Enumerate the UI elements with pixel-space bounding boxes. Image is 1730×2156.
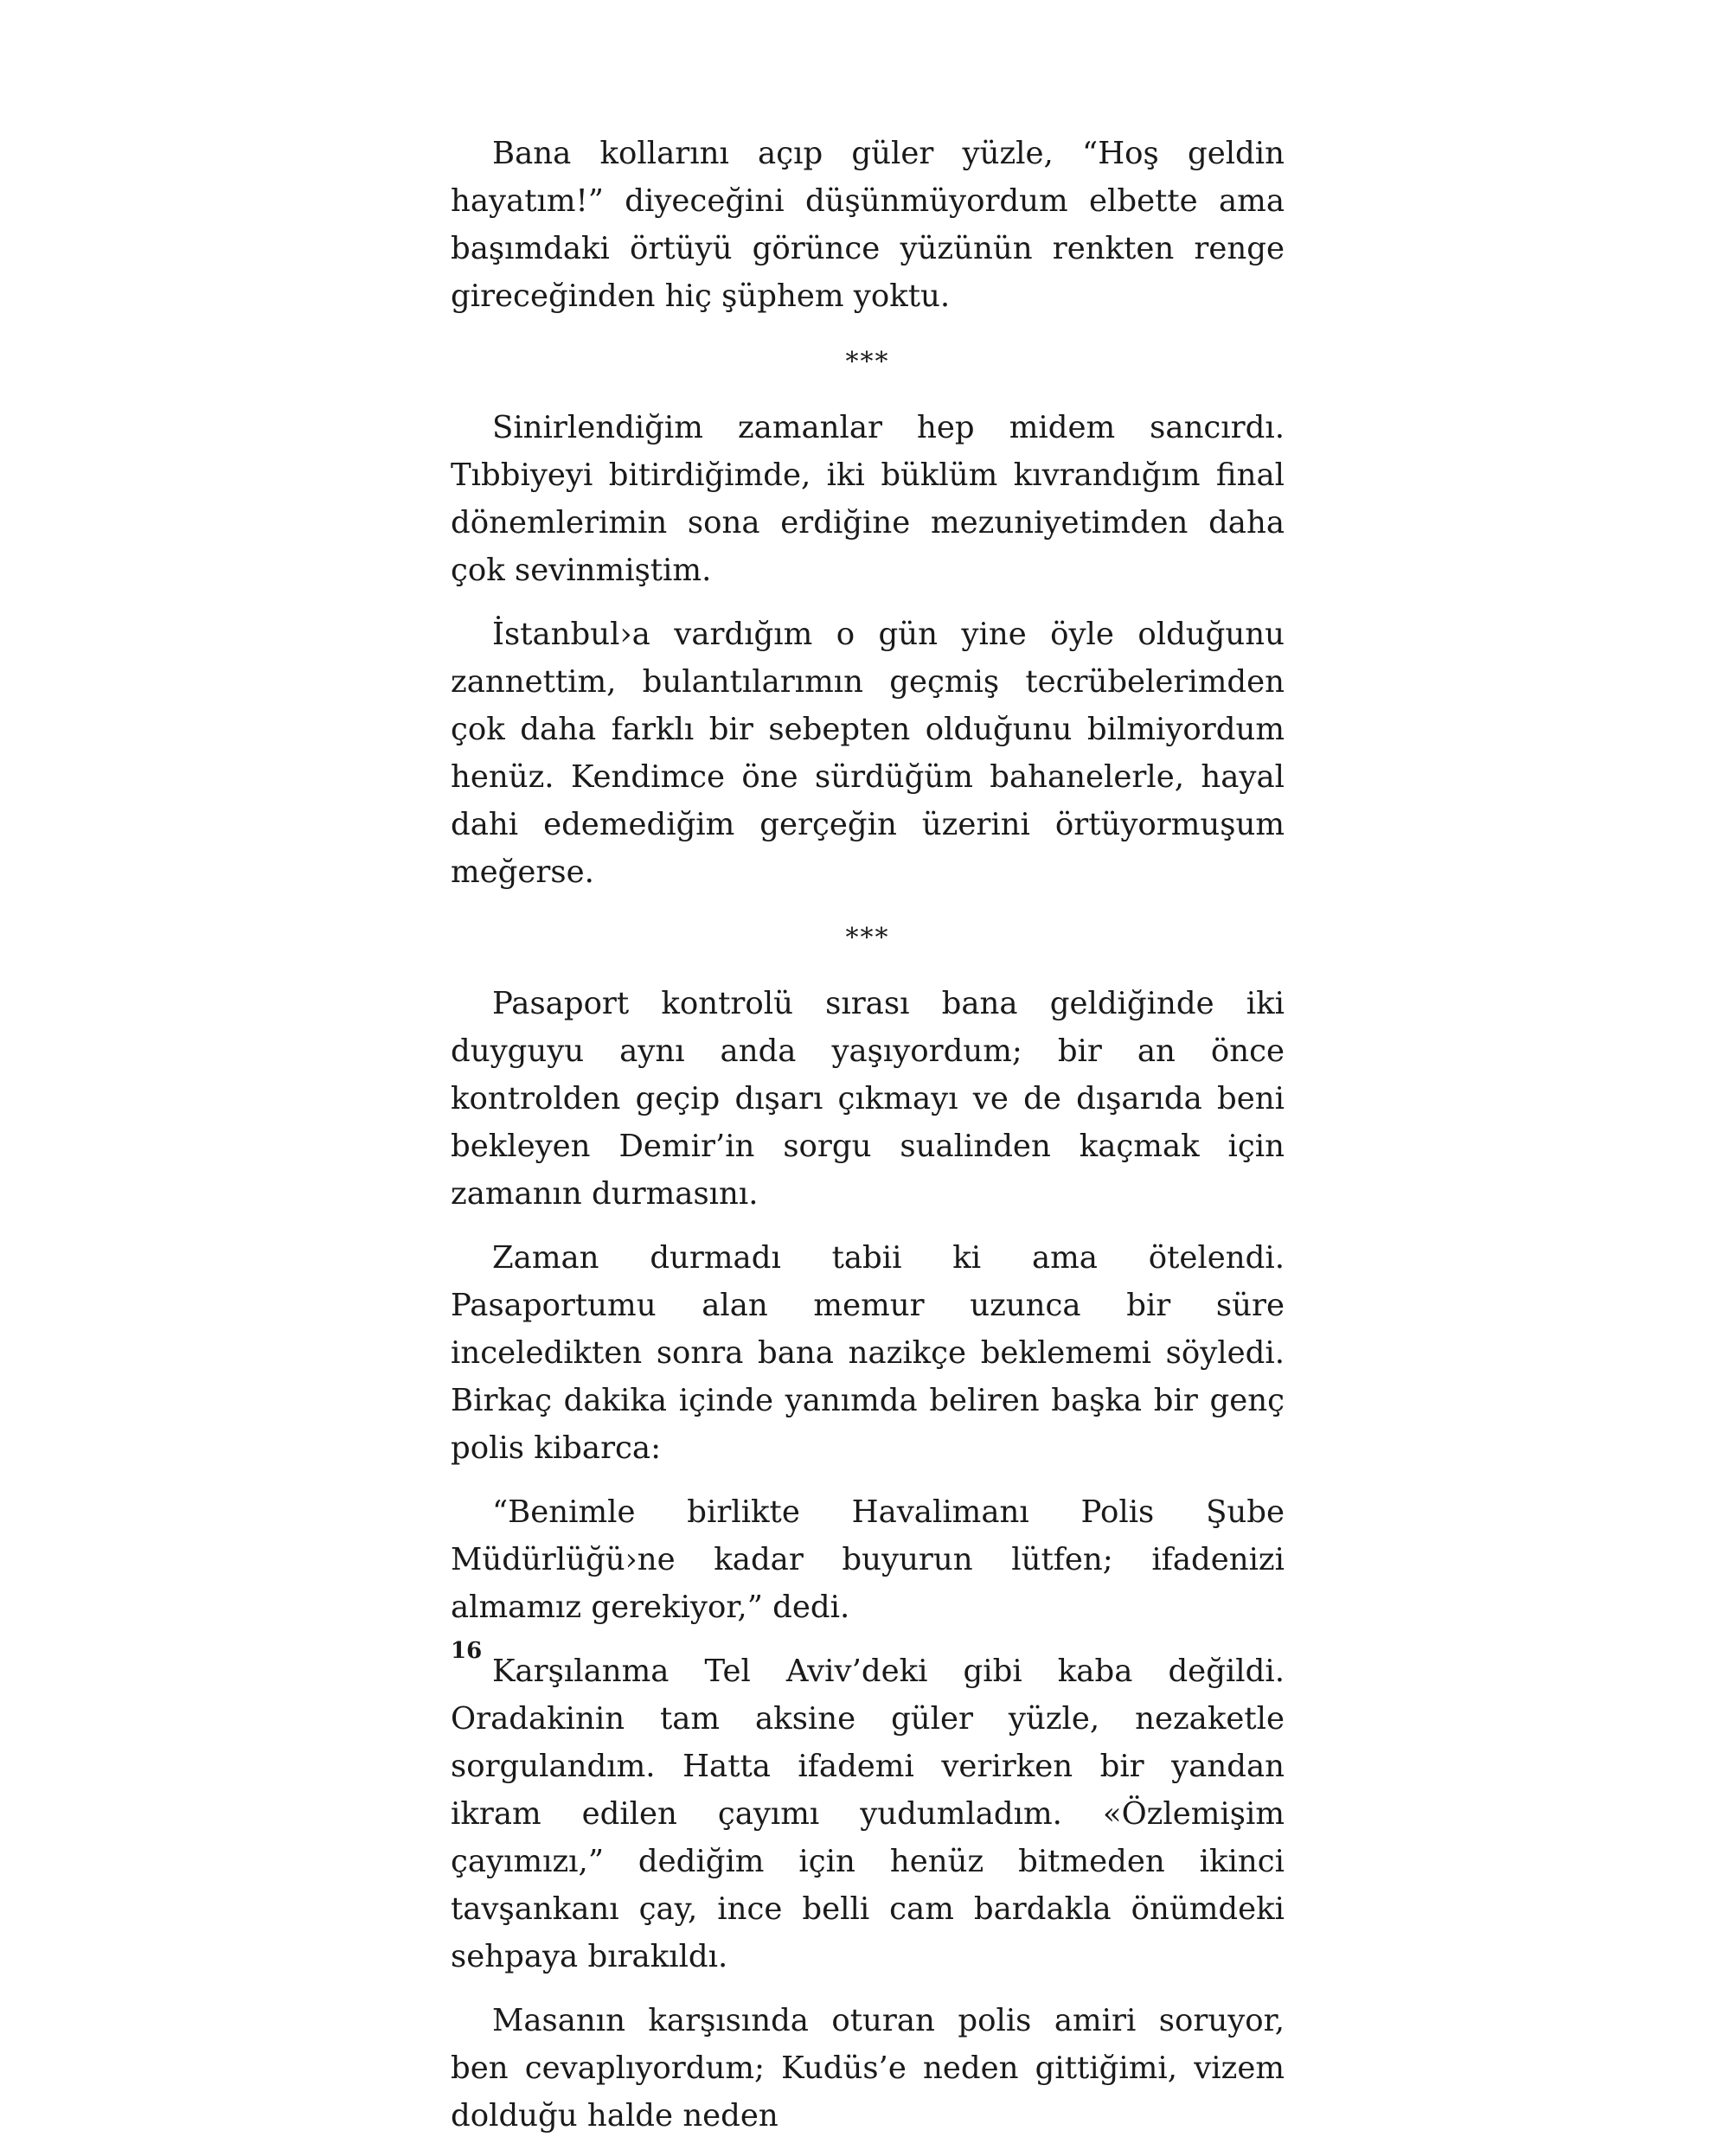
page-number: 16 bbox=[451, 1638, 483, 1664]
section-separator-2: *** bbox=[845, 923, 890, 953]
paragraph-4: Pasaport kontrolü sırası bana geldiğinde iki duyguyu aynı anda yaşıyordum; bir an önce kontrolden geçip dışarı çıkmayı ve de dışarıda beni bekleyen Demir’in sorgu sualinden kaçmak için zamanın durmasını. bbox=[451, 986, 1285, 1212]
book-page bbox=[451, 130, 1285, 2156]
section-separator-1: *** bbox=[845, 347, 890, 377]
paragraph-2: Sinirlendiğim zamanlar hep midem sancırdı. Tıbbiyeyi bitirdiğimde, iki büklüm kıvrandığım final dönemlerimin sona erdiğine mezuniyetimden daha çok sevinmiştim. bbox=[451, 410, 1285, 588]
paragraph-8: Masanın karşısında oturan polis amiri soruyor, ben cevaplıyordum; Kudüs’e neden gittiğimi, vizem dolduğu halde neden bbox=[451, 2003, 1285, 2134]
paragraph-3: İstanbul›a vardığım o gün yine öyle olduğunu zannettim, bulantılarımın geçmiş tecrübelerimden çok daha farklı bir sebepten olduğunu bilmiyordum henüz. Kendimce öne sürdüğüm bahanelerle, hayal dahi edemediğim gerçeğin üzerini örtüyormuşum meğerse. bbox=[451, 617, 1285, 890]
paragraph-5: Zaman durmadı tabii ki ama ötelendi. Pasaportumu alan memur uzunca bir süre inceledikten sonra bana nazikçe beklememi söyledi. Birkaç dakika içinde yanımda beliren başka bir genç polis kibarca: bbox=[451, 1240, 1285, 1466]
paragraph-1: Bana kollarını açıp güler yüzle, “Hoş geldin hayatım!” diyeceğini düşünmüyordum elbette ama başımdaki örtüyü görünce yüzünün renkten renge gireceğinden hiç şüphem yoktu. bbox=[451, 136, 1285, 314]
paragraph-6: “Benimle birlikte Havalimanı Polis Şube Müdürlüğü›ne kadar buyurun lütfen; ifadenizi almamız gerekiyor,” dedi. bbox=[451, 1494, 1285, 1625]
paragraph-7: Karşılanma Tel Aviv’deki gibi kaba değildi. Oradakinin tam aksine güler yüzle, nezaketle sorgulandım. Hatta ifademi verirken bir yandan ikram edilen çayımı yudumladım. «Özlemişim çayımızı,” dediğim için henüz bitmeden ikinci tavşankanı çay, ince belli cam bardakla önümdeki sehpaya bırakıldı. bbox=[451, 1654, 1285, 1974]
